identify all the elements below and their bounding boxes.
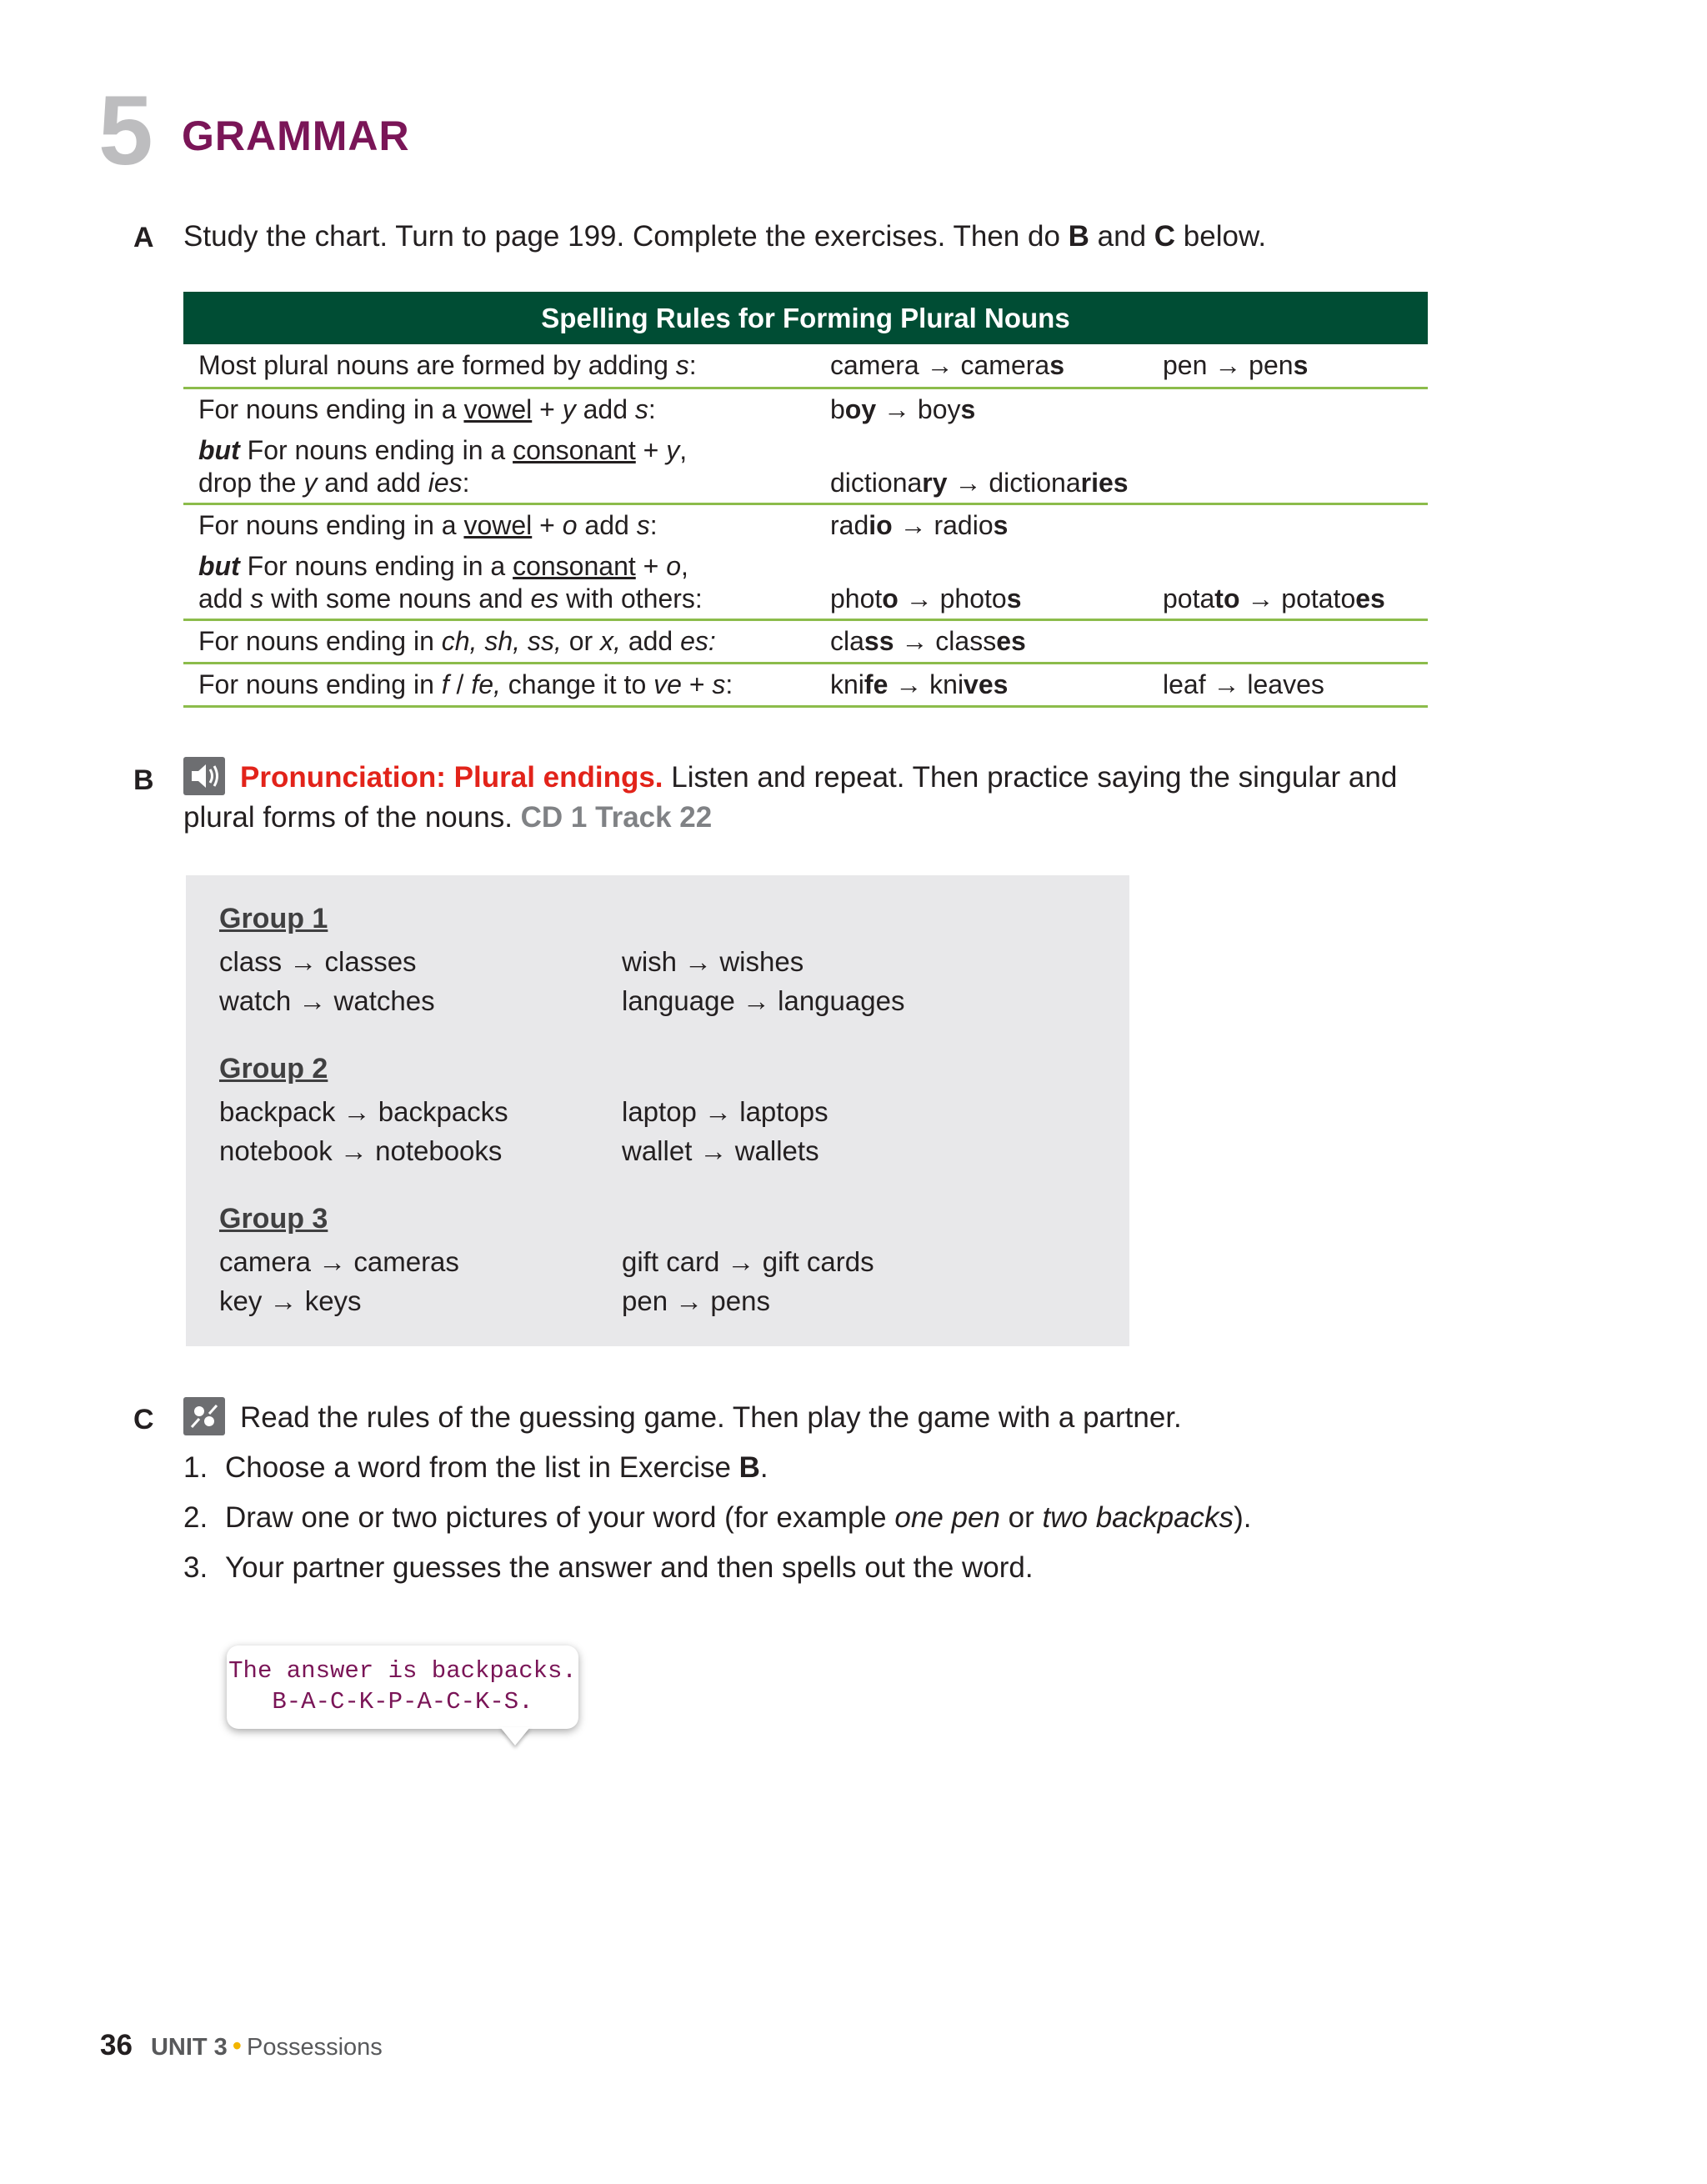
group-title: Group 2: [219, 1053, 328, 1084]
speech-bubble: [227, 1646, 578, 1729]
example: class → classes: [830, 626, 1026, 656]
exercise-c-intro: Read the rules of the guessing game. Then play the game with a partner.: [240, 1401, 1182, 1434]
word-pair: watch → watches: [219, 985, 435, 1016]
word-pair: wish → wishes: [622, 946, 804, 977]
audio-track-label: CD 1 Track 22: [520, 801, 713, 834]
word-pair: notebook → notebooks: [219, 1135, 503, 1166]
word-pair: class → classes: [219, 946, 417, 977]
page-footer: [100, 2026, 383, 2067]
exercise-b-letter: B: [133, 764, 154, 796]
rule-text: For nouns ending in a vowel + o add s:: [198, 510, 658, 540]
word-pair: backpack → backpacks: [219, 1096, 508, 1127]
example: pen → pens: [1163, 350, 1309, 380]
step-text: Draw one or two pictures of your word (for example one pen or two backpacks).: [225, 1501, 1252, 1534]
chart-row: [183, 505, 1428, 621]
exercise-c-ref: C: [1154, 220, 1176, 253]
group-title: Group 1: [219, 903, 328, 934]
rule-text: For nouns ending in a vowel + y add s:: [198, 394, 656, 424]
example: boy → boys: [830, 394, 976, 424]
instruction-text: below.: [1175, 220, 1267, 253]
word-pair: gift card → gift cards: [622, 1246, 874, 1277]
step-number: 1.: [183, 1451, 208, 1484]
pronunciation-heading: Pronunciation: Plural endings.: [240, 761, 663, 794]
rule-text: drop the y and add ies:: [198, 468, 470, 498]
chart-row: [183, 621, 1428, 664]
word-pair: laptop → laptops: [622, 1096, 828, 1127]
step-text: Choose a word from the list in Exercise B.: [225, 1451, 768, 1484]
bullet-dot-icon: •: [232, 2031, 242, 2061]
chart-title: Spelling Rules for Forming Plural Nouns: [183, 292, 1428, 344]
exercise-a-instructions: [183, 217, 1266, 257]
example: radio → radios: [830, 510, 1009, 540]
step-number: 2.: [183, 1501, 208, 1534]
section-number: 5: [98, 76, 153, 186]
word-pair: language → languages: [622, 985, 905, 1016]
exercise-b-ref: B: [1068, 220, 1089, 253]
rule-text: but For nouns ending in a consonant + y,: [198, 435, 688, 465]
speech-bubble-tail: [500, 1727, 530, 1746]
chart-row: [183, 664, 1428, 708]
example: photo → photos: [830, 584, 1022, 614]
instruction-text: and: [1089, 220, 1154, 253]
section-title: GRAMMAR: [182, 113, 410, 159]
example: camera → cameras: [830, 350, 1064, 380]
chart-row: [183, 389, 1428, 505]
exercise-b-instructions: [183, 758, 1434, 838]
pair-work-icon: [183, 1397, 225, 1435]
exercise-c-letter: C: [133, 1404, 154, 1435]
example: potato → potatoes: [1163, 584, 1385, 614]
exercise-a-letter: A: [133, 222, 154, 253]
word-groups-box: [186, 875, 1129, 1346]
word-pair: wallet → wallets: [622, 1135, 819, 1166]
instruction-text: Listen and repeat. Then practice saying the singular and plural forms of the nouns.: [183, 761, 1398, 834]
word-pair: camera → cameras: [219, 1246, 459, 1277]
word-pair: key → keys: [219, 1285, 362, 1316]
rule-text: For nouns ending in ch, sh, ss, or x, add es:: [198, 626, 716, 656]
group-title: Group 3: [219, 1203, 328, 1235]
plural-rules-chart: [183, 292, 1428, 708]
page-number: 36: [100, 2029, 133, 2061]
rule-text: Most plural nouns are formed by adding s:: [198, 350, 697, 380]
instruction-text: Study the chart. Turn to page 199. Complete the exercises. Then do: [183, 220, 1069, 253]
rule-text: but For nouns ending in a consonant + o,: [198, 551, 688, 581]
example: dictionary → dictionaries: [830, 468, 1129, 498]
step-text: Your partner guesses the answer and then spells out the word.: [225, 1551, 1034, 1584]
word-pair: pen → pens: [622, 1285, 770, 1316]
step-number: 3.: [183, 1551, 208, 1584]
chart-row: [183, 344, 1428, 389]
example: leaf → leaves: [1163, 669, 1324, 699]
bubble-line: B-A-C-K-P-A-C-K-S.: [272, 1688, 533, 1716]
rule-text: add s with some nouns and es with others:: [198, 584, 703, 614]
unit-label: UNIT 3: [150, 2034, 228, 2061]
example: knife → knives: [830, 669, 1009, 699]
unit-title: Possessions: [246, 2034, 383, 2061]
rule-text: For nouns ending in f / fe, change it to ve + s:: [198, 669, 733, 699]
bubble-line: The answer is backpacks.: [228, 1657, 577, 1685]
